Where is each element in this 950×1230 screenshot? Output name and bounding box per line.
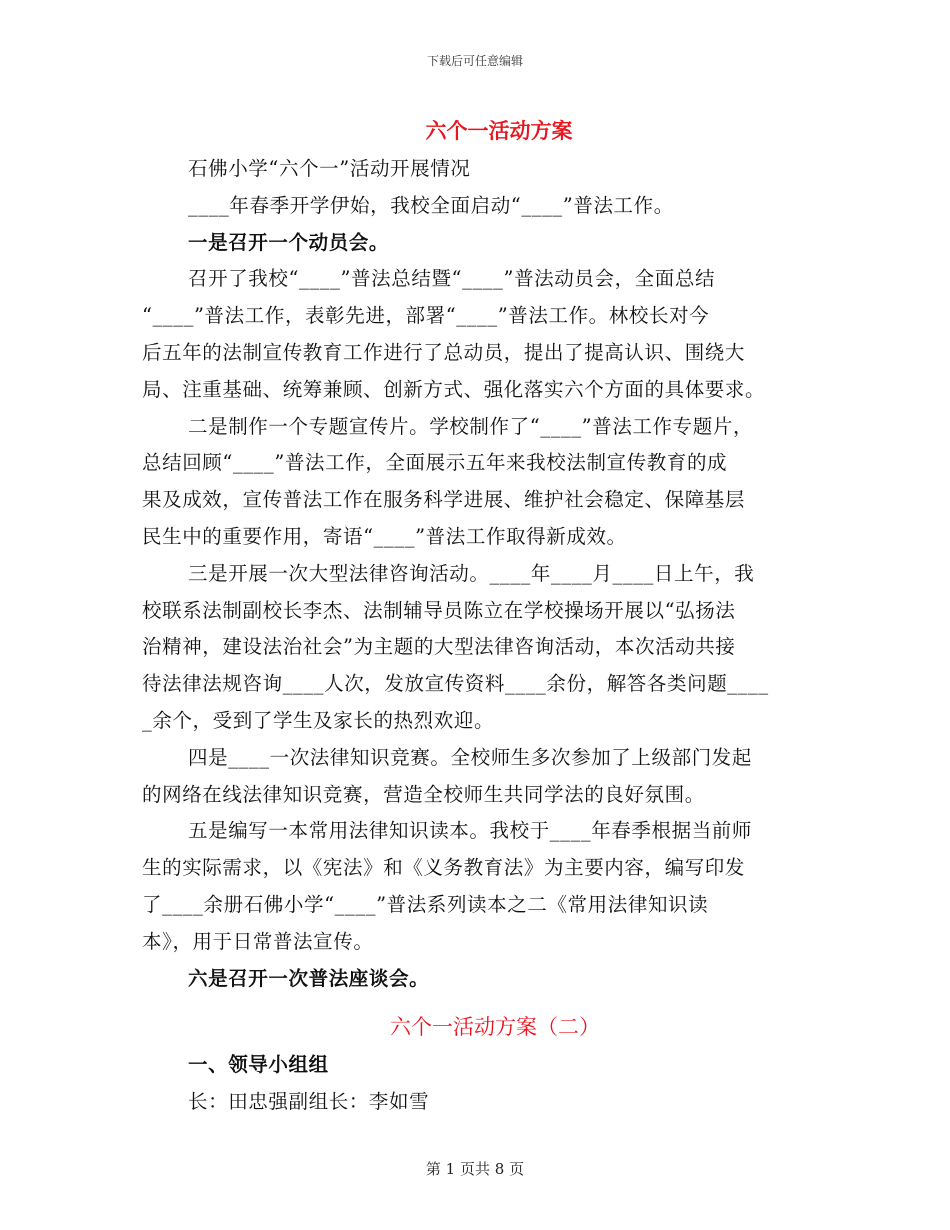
paragraph-line: 本》，用于日常普法宣传。 [142, 929, 374, 953]
document-body-section-1 [142, 151, 808, 997]
section-heading: 一是召开一个动员会。 [188, 230, 390, 254]
paragraph-line: 局、注重基础、统筹兼顾、创新方式、强化落实六个方面的具体要求。 [142, 377, 766, 401]
paragraph-line: 后五年的法制宣传教育工作进行了总动员，提出了提高认识、围绕大 [142, 340, 746, 364]
paragraph-line: 长：田忠强副组长：李如雪 [188, 1089, 430, 1113]
paragraph-line: 民生中的重要作用，寄语“____”普法工作取得新成效。 [142, 524, 627, 548]
paragraph-line: 五是编写一本常用法律知识读本。我校于____年春季根据当前师 [188, 819, 753, 843]
paragraph-line: 了____余册石佛小学“____”普法系列读本之二《常用法律知识读 [142, 892, 709, 916]
paragraph-line: “____”普法工作，表彰先进，部署“____”普法工作。林校长对今 [142, 304, 710, 328]
document-body-section-2 [142, 1047, 808, 1121]
paragraph-line: 召开了我校“____”普法总结暨“____”普法动员会，全面总结 [188, 267, 716, 291]
paragraph-line: 总结回顾“____”普法工作，全面展示五年来我校法制宣传教育的成 [142, 451, 728, 475]
paragraph-line: 二是制作一个专题宣传片。学校制作了“____”普法工作专题片， [188, 414, 754, 438]
paragraph-line: 校联系法制副校长李杰、法制辅导员陈立在学校操场开展以“弘扬法 [142, 598, 736, 622]
paragraph-line: 生的实际需求，以《宪法》和《义务教育法》为主要内容，编写印发 [142, 856, 746, 880]
page-footer: 第 1 页共 8 页 [425, 1160, 525, 1178]
document-title: 六个一活动方案 [425, 119, 573, 143]
paragraph-line: 果及成效，宣传普法工作在服务科学进展、维护社会稳定、保障基层 [142, 488, 746, 512]
paragraph-line: 待法律法规咨询____人次，发放宣传资料____余份，解答各类问题____ [142, 672, 769, 696]
section-heading: 六是召开一次普法座谈会。 [188, 966, 430, 990]
section-heading: 一、领导小组组 [188, 1053, 329, 1076]
paragraph-line: 石佛小学“六个一”活动开展情况 [188, 157, 471, 180]
document-subtitle: 六个一活动方案（二） [390, 1015, 600, 1039]
paragraph-line: 的网络在线法律知识竞赛，营造全校师生共同学法的良好氛围。 [142, 782, 705, 806]
paragraph-line: 治精神，建设法治社会”为主题的大型法律咨询活动，本次活动共接 [142, 635, 736, 659]
paragraph-line: 三是开展一次大型法律咨询活动。____年____月____日上午，我 [188, 561, 755, 585]
paragraph-line: _余个，受到了学生及家长的热烈欢迎。 [142, 708, 495, 732]
paragraph-line: ____年春季开学伊始，我校全面启动“____”普法工作。 [188, 193, 674, 217]
page-header-note: 下载后可任意编辑 [426, 54, 523, 68]
paragraph-line: 四是____一次法律知识竞赛。全校师生多次参加了上级部门发起 [188, 745, 753, 769]
